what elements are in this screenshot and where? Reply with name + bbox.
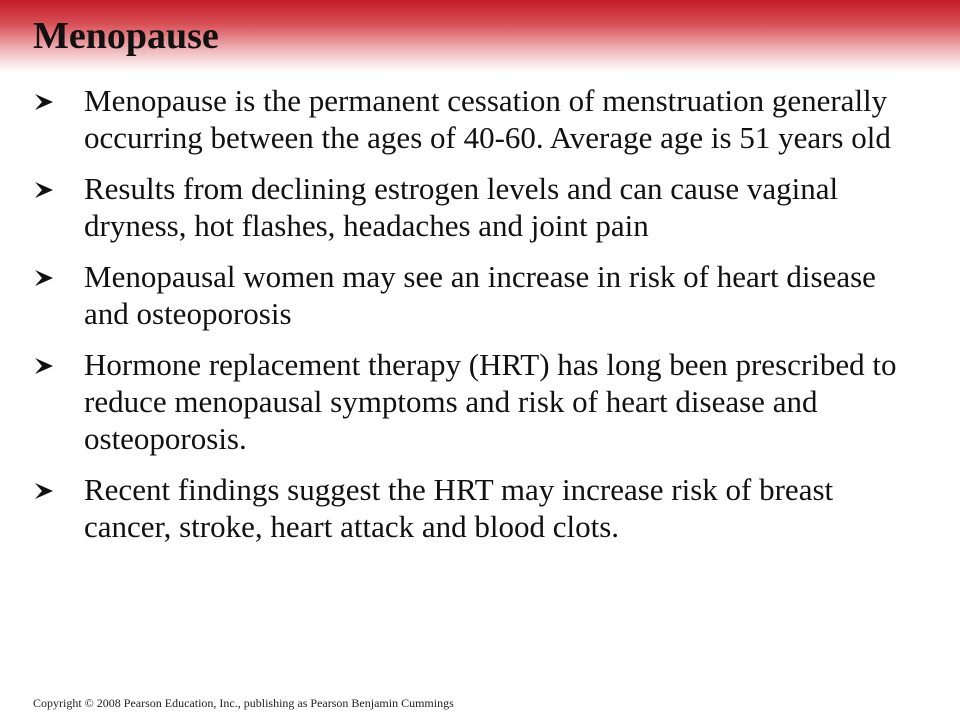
slide-title: Menopause (33, 15, 219, 57)
bullet-text: Hormone replacement therapy (HRT) has long been prescribed to reduce menopausal symptoms and risk of heart disease and osteoporosis. (84, 347, 897, 456)
bullet-item (33, 258, 928, 332)
copyright-footer: Copyright © 2008 Pearson Education, Inc., publishing as Pearson Benjamin Cummings (33, 696, 454, 710)
arrow-bullet-icon (33, 480, 55, 502)
bullet-item (33, 170, 928, 244)
arrow-bullet-icon (33, 91, 55, 113)
bullet-text: Menopausal women may see an increase in risk of heart disease and osteoporosis (84, 259, 876, 331)
bullet-list (33, 82, 928, 559)
bullet-text: Menopause is the permanent cessation of menstruation generally occurring between the ages of 40-60. Average age is 51 years old (84, 83, 891, 155)
arrow-bullet-icon (33, 355, 55, 377)
arrow-bullet-icon (33, 267, 55, 289)
bullet-item (33, 82, 928, 156)
bullet-item (33, 471, 928, 545)
bullet-text: Results from declining estrogen levels and can cause vaginal dryness, hot flashes, headaches and joint pain (84, 171, 839, 243)
bullet-item (33, 346, 928, 457)
arrow-bullet-icon (33, 179, 55, 201)
bullet-text: Recent findings suggest the HRT may increase risk of breast cancer, stroke, heart attack and blood clots. (84, 472, 834, 544)
